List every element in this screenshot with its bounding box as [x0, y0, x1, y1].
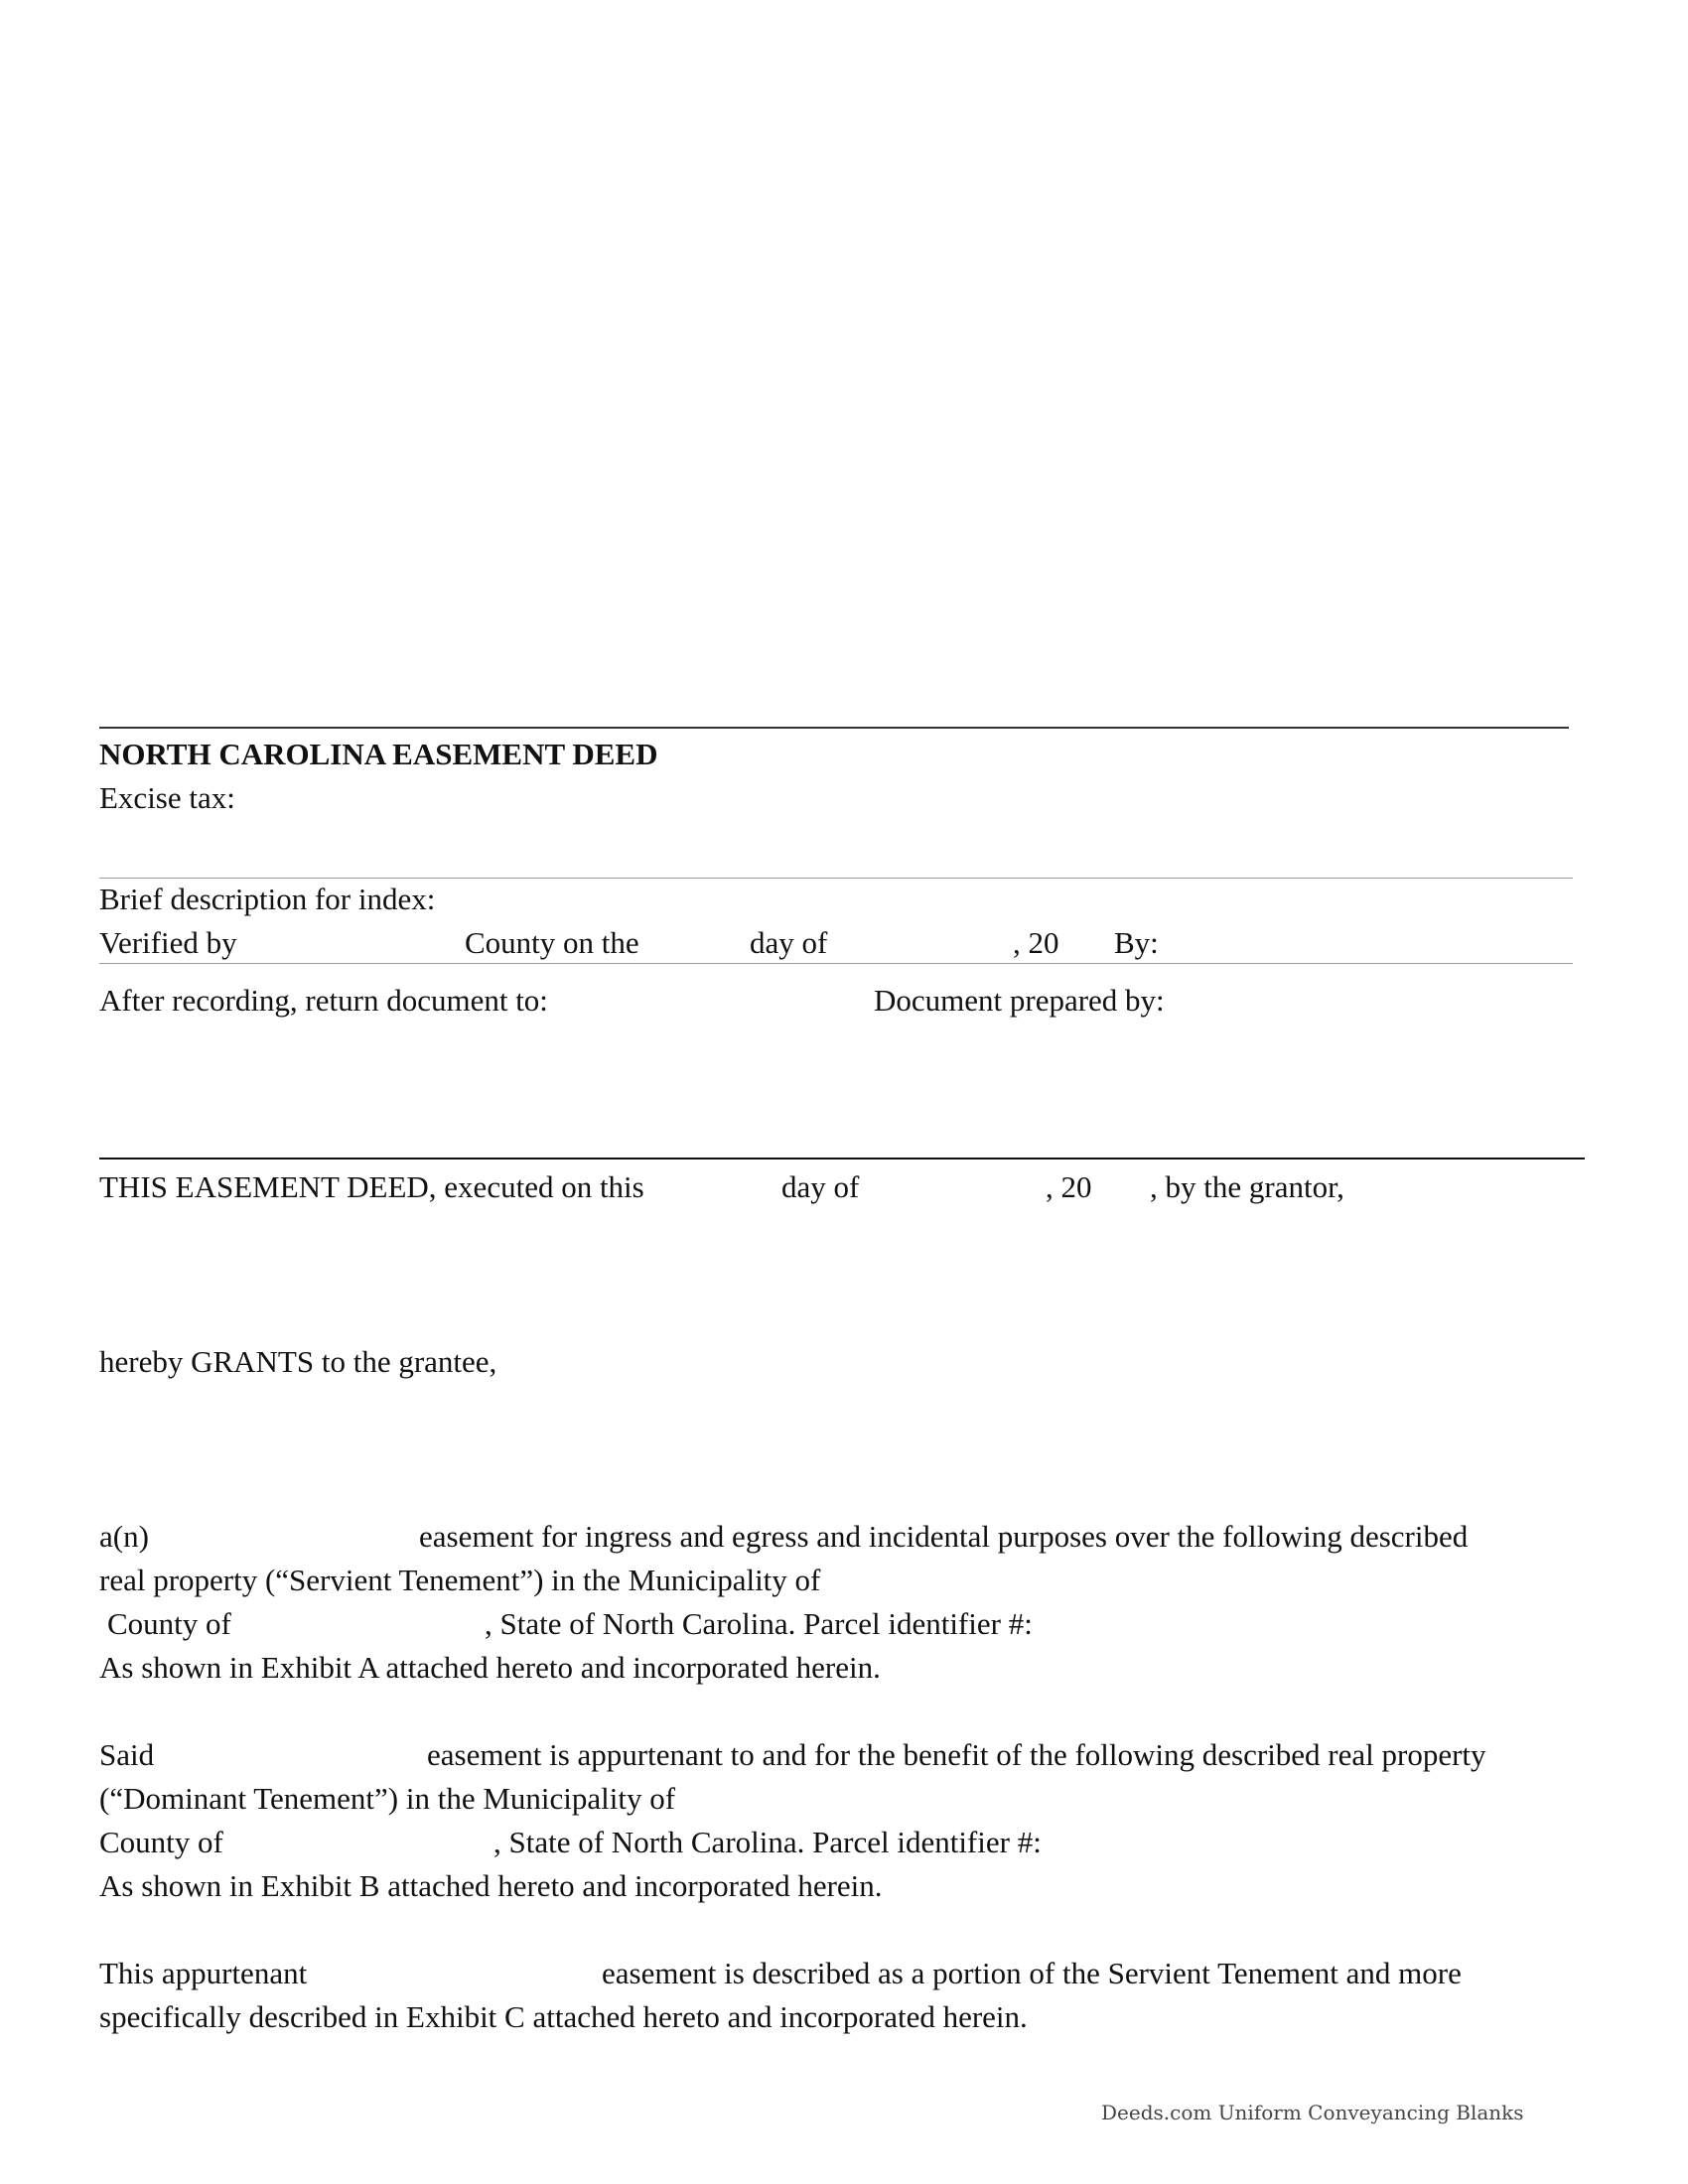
dominant-line2: (“Dominant Tenement”) in the Municipality of [99, 1781, 676, 1816]
dominant-state-parcel: , State of North Carolina. Parcel identifier #: [493, 1825, 1042, 1859]
execution-year: , 20 [1046, 1169, 1092, 1204]
verified-day-of-label: day of [750, 925, 828, 960]
brief-description-label: Brief description for index: [99, 882, 436, 916]
document-title: NORTH CAROLINA EASEMENT DEED [99, 737, 658, 771]
appurtenant-line1: easement is described as a portion of the Servient Tenement and more [602, 1956, 1462, 1990]
verified-by-label: Verified by [99, 925, 237, 960]
dominant-said: Said [99, 1737, 155, 1772]
servient-a-n: a(n) [99, 1519, 149, 1554]
excise-tax-label: Excise tax: [99, 780, 235, 815]
dominant-line1: easement is appurtenant to and for the benefit of the following described real property [427, 1737, 1486, 1772]
return-document-label: After recording, return document to: [99, 983, 548, 1018]
prepared-by-label: Document prepared by: [874, 983, 1165, 1018]
county-on-the-label: County on the [465, 925, 639, 960]
servient-state-parcel: , State of North Carolina. Parcel identifier #: [485, 1606, 1033, 1641]
servient-line2: real property (“Servient Tenement”) in the Municipality of [99, 1563, 821, 1597]
header-top-rule [99, 727, 1569, 729]
appurtenant-line2: specifically described in Exhibit C attached hereto and incorporated herein. [99, 1999, 1028, 2034]
servient-line1: easement for ingress and egress and incidental purposes over the following described [419, 1519, 1469, 1554]
footer-attribution: Deeds.com Uniform Conveyancing Blanks [1101, 2101, 1524, 2124]
dominant-county-of: County of [99, 1825, 223, 1859]
verified-by-signer-label: By: [1114, 925, 1159, 960]
servient-county-of: County of [107, 1606, 231, 1641]
servient-exhibit: As shown in Exhibit A attached hereto and incorporated herein. [99, 1650, 881, 1685]
verified-year-label: , 20 [1013, 925, 1059, 960]
excise-tax-rule [99, 878, 1573, 879]
verification-rule [99, 963, 1573, 964]
execution-intro: THIS EASEMENT DEED, executed on this [99, 1169, 644, 1204]
execution-day-of: day of [781, 1169, 860, 1204]
header-bottom-rule [99, 1158, 1585, 1160]
appurtenant-intro: This appurtenant [99, 1956, 308, 1990]
dominant-exhibit: As shown in Exhibit B attached hereto and incorporated herein. [99, 1868, 883, 1903]
grants-to-grantee: hereby GRANTS to the grantee, [99, 1344, 497, 1379]
execution-by-grantor: , by the grantor, [1150, 1169, 1344, 1204]
